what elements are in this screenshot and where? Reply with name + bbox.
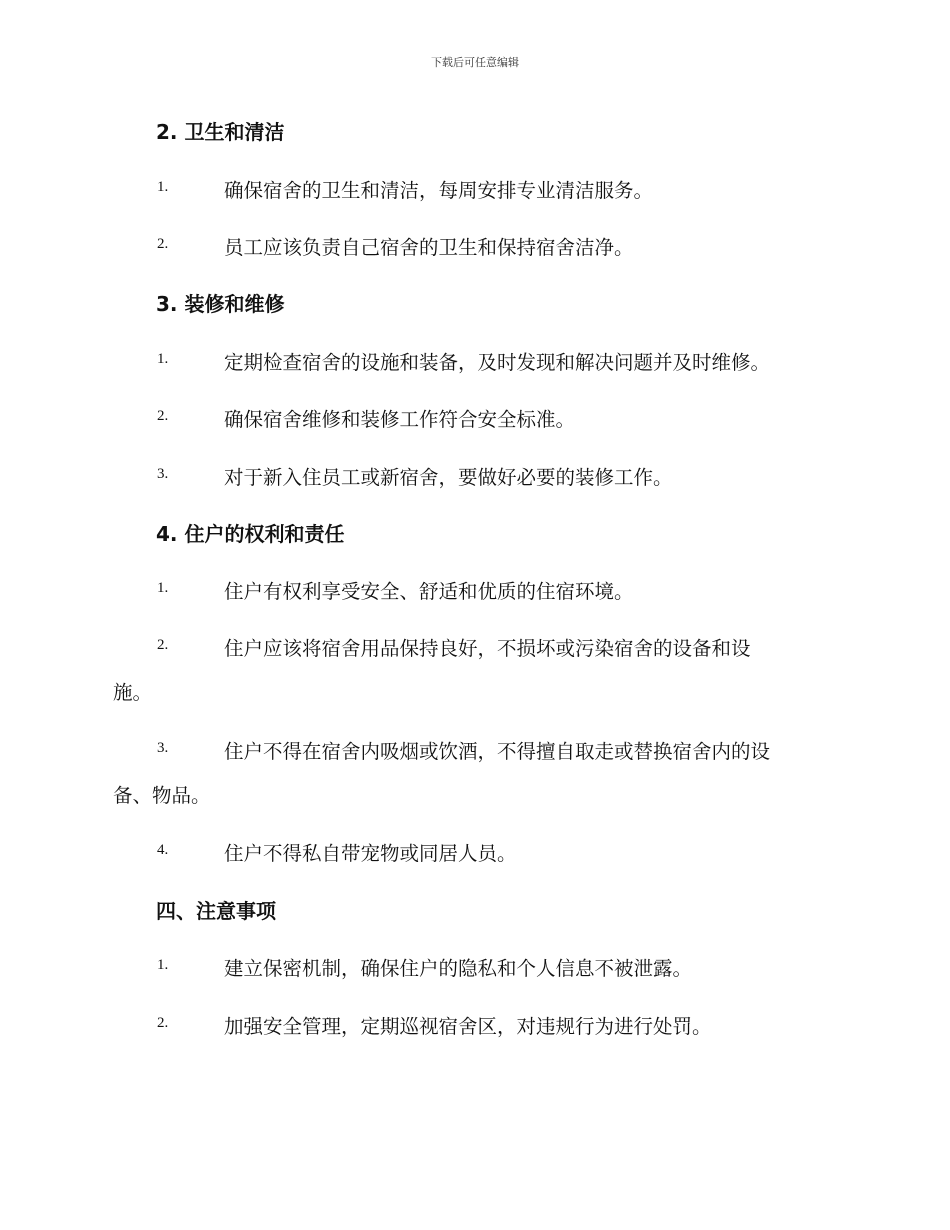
list-item-text-continued: 施。 — [113, 681, 153, 704]
list-item-number: 3. — [157, 740, 169, 756]
list-item-number: 1. — [157, 351, 169, 367]
list-item-number: 2. — [157, 408, 169, 424]
list-item-number: 2. — [157, 236, 169, 252]
section-heading-renovation: 3. 装修和维修 — [156, 292, 285, 316]
section-heading-hygiene: 2. 卫生和清洁 — [156, 120, 285, 144]
list-item-text: 加强安全管理，定期巡视宿舍区，对违规行为进行处罚。 — [224, 1015, 712, 1038]
list-item-text-continued: 备、物品。 — [113, 784, 211, 807]
list-item-number: 1. — [157, 580, 169, 596]
list-item-text: 定期检查宿舍的设施和装备，及时发现和解决问题并及时维修。 — [224, 351, 771, 374]
list-item-number: 1. — [157, 179, 169, 195]
section-heading-notes: 四、注意事项 — [156, 899, 276, 923]
list-item-text: 建立保密机制，确保住户的隐私和个人信息不被泄露。 — [224, 957, 693, 980]
section-heading-rights: 4. 住户的权利和责任 — [156, 522, 345, 546]
list-item-text: 住户有权利享受安全、舒适和优质的住宿环境。 — [224, 580, 634, 603]
list-item-text: 员工应该负责自己宿舍的卫生和保持宿舍洁净。 — [224, 236, 634, 259]
list-item-number: 4. — [157, 842, 169, 858]
list-item-number: 1. — [157, 957, 169, 973]
list-item-number: 2. — [157, 1015, 169, 1031]
header-note: 下载后可任意编辑 — [431, 56, 519, 69]
list-item-text: 确保宿舍的卫生和清洁，每周安排专业清洁服务。 — [224, 179, 654, 202]
list-item-number: 3. — [157, 466, 169, 482]
list-item-text: 住户不得私自带宠物或同居人员。 — [224, 842, 517, 865]
list-item-text: 确保宿舍维修和装修工作符合安全标准。 — [224, 408, 576, 431]
list-item-text: 住户不得在宿舍内吸烟或饮酒，不得擅自取走或替换宿舍内的设 — [224, 740, 771, 763]
list-item-text: 住户应该将宿舍用品保持良好，不损坏或污染宿舍的设备和设 — [224, 637, 751, 660]
list-item-number: 2. — [157, 637, 169, 653]
list-item-text: 对于新入住员工或新宿舍，要做好必要的装修工作。 — [224, 466, 673, 489]
